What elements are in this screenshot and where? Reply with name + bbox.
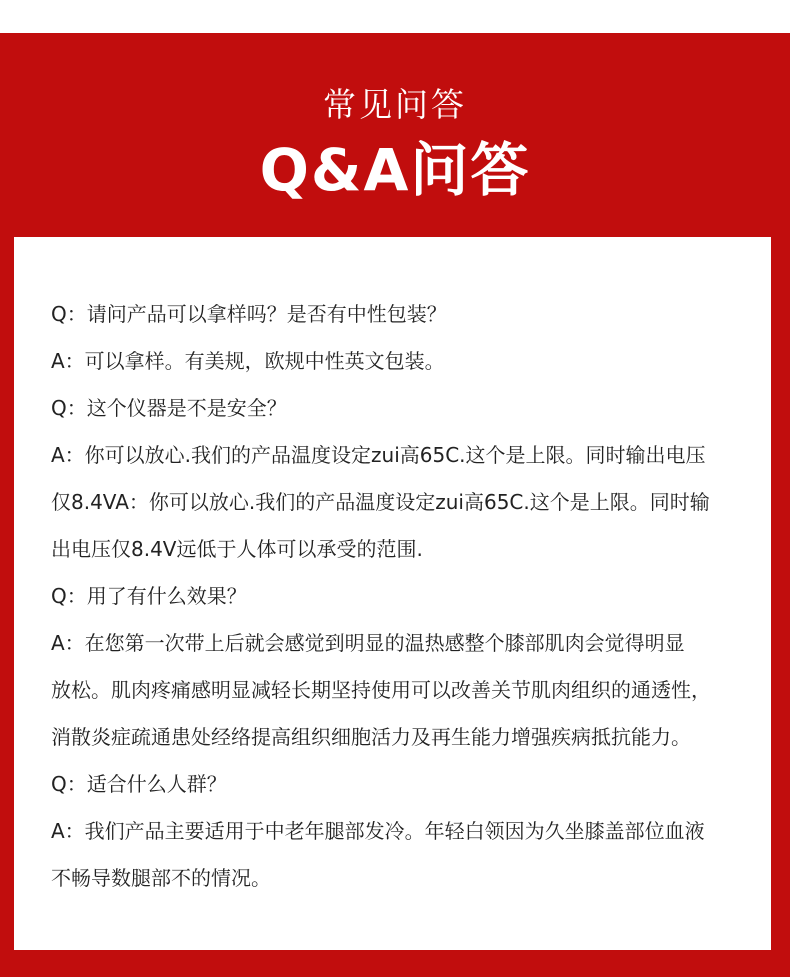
section-subtitle: 常见问答 [323,85,467,124]
qa-line-answer-2-cont: 仅8.4VA：你可以放心.我们的产品温度设定zui高65C.这个是上限。同时输 [51,490,710,514]
qa-line-answer-1: A：可以拿样。有美规，欧规中性英文包装。 [51,349,445,373]
qa-line-answer-2: A：你可以放心.我们的产品温度设定zui高65C.这个是上限。同时输出电压 [51,443,706,467]
qa-line-question-1: Q：请问产品可以拿样吗？是否有中性包装？ [51,302,447,326]
qa-line-answer-3-cont: 消散炎症疏通患处经络提高组织细胞活力及再生能力增强疾病抵抗能力。 [51,725,691,749]
qa-card [14,237,771,950]
qa-line-answer-2-cont: 出电压仅8.4V远低于人体可以承受的范围. [51,537,423,561]
qa-line-answer-3: A：在您第一次带上后就会感觉到明显的温热感整个膝部肌肉会觉得明显 [51,631,685,655]
qa-line-question-2: Q：这个仪器是不是安全？ [51,396,287,420]
qa-line-answer-4-cont: 不畅导数腿部不的情况。 [51,866,271,890]
qa-line-answer-4: A：我们产品主要适用于中老年腿部发冷。年轻白领因为久坐膝盖部位血液 [51,819,705,843]
qa-line-question-4: Q：适合什么人群？ [51,772,227,796]
qa-line-answer-3-cont: 放松。肌肉疼痛感明显减轻长期坚持使用可以改善关节肌肉组织的通透性， [51,678,711,702]
section-title: Q&A问答 [259,136,531,204]
qa-line-question-3: Q：用了有什么效果？ [51,584,247,608]
